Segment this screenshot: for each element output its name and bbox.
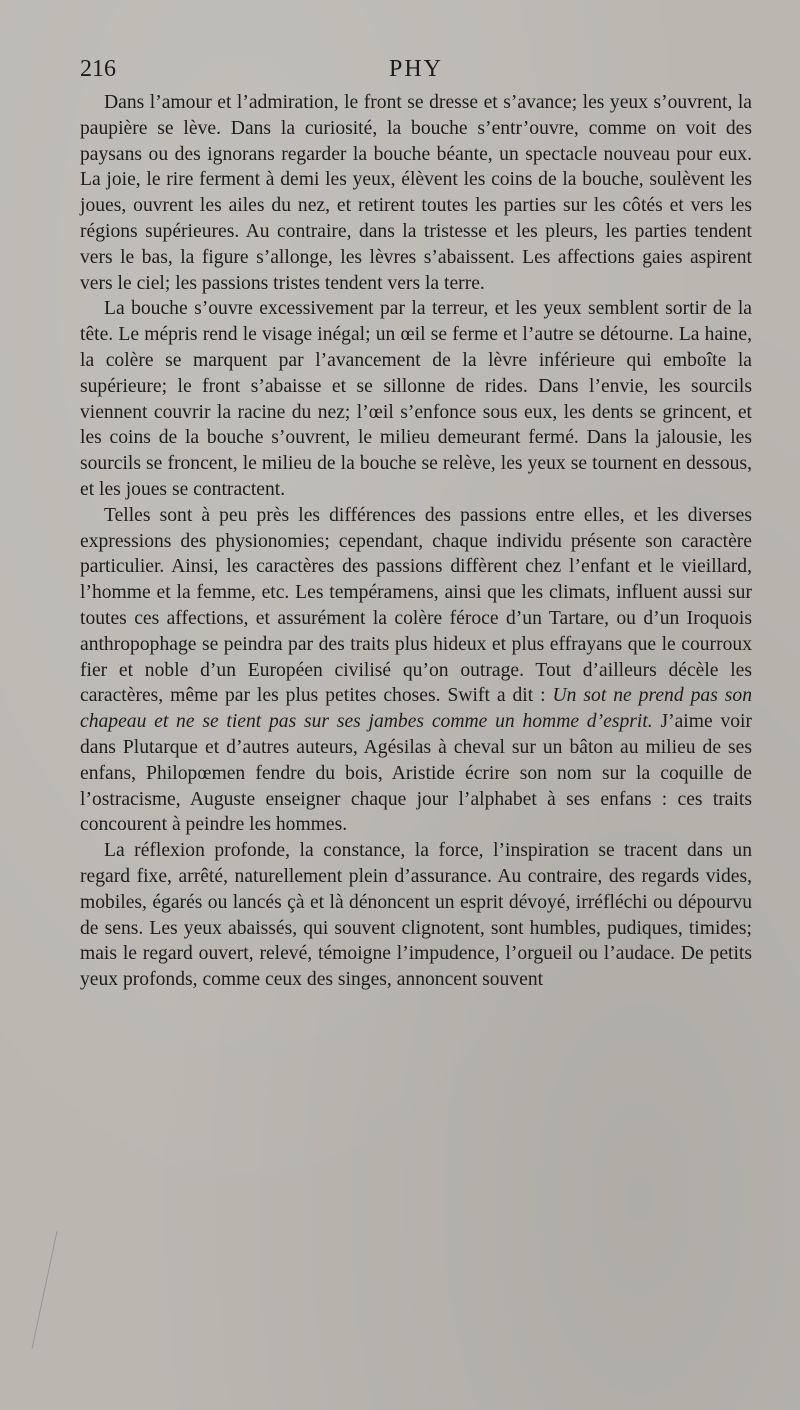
- paragraph-3: [80, 503, 752, 838]
- paragraph-3-text-after: J’aime voir dans Plutarque et d’autres auteurs, Agésilas à cheval sur un bâton au milieu de ses enfans, Philopœmen fendre du bois, Aristide écrire son nom sur la coquille de l’ostracisme, Auguste enseigner chaque jour l’alphabet à ses enfans : ces traits concourent à peindre les hommes.: [80, 711, 753, 836]
- page-number: 216: [80, 56, 116, 82]
- swift-quotation: Un sot ne prend pas son chapeau et ne se tient pas sur ses jambes comme un homme d’esprit.: [80, 685, 752, 733]
- paper-scratch-mark: [32, 1231, 58, 1349]
- paragraph-4: La réflexion profonde, la constance, la force, l’inspiration se tracent dans un regard fixe, arrêté, naturellement plein d’assurance. Au contraire, des regards vides, mobiles, égarés ou lancés çà et là dénoncent un esprit dévoyé, irréfléchi ou dépourvu de sens. Les yeux abaissés, qui souvent clignotent, sont humbles, pudiques, timides; mais le regard ouvert, relevé, témoigne l’impudence, l’orgueil ou l’audace. De petits yeux profonds, comme ceux des singes, annoncent souvent: [80, 840, 752, 991]
- running-head: PHY: [388, 56, 443, 82]
- page-header: [80, 56, 752, 90]
- paragraph-2: La bouche s’ouvre excessivement par la terreur, et les yeux semblent sortir de la tête. Le mépris rend le visage inégal; un œil se ferme et l’autre se détourne. La haine, la colère se marquent par l’avancement de la lèvre inférieure qui emboîte la supérieure; le front s’abaisse et se sillonne de rides. Dans l’envie, les sourcils viennent couvrir la racine du nez; l’œil s’enfonce sous eux, les dents se grincent, et les coins de la bouche s’ouvrent, le milieu demeurant fermé. Dans la jalousie, les sourcils se froncent, le milieu de la bouche se relève, les yeux se tournent en dessous, et les joues se contractent.: [80, 298, 752, 500]
- paragraph-3-text-before: Telles sont à peu près les différences des passions entre elles, et les diverses expressions des physionomies; cependant, chaque individu présente son caractère particulier. Ainsi, les caractères des passions diffèrent chez l’enfant et le vieillard, l’homme et la femme, etc. Les tempéramens, ainsi que les climats, influent aussi sur toutes ces affections, et assurément la colère féroce d’un Tartare, ou d’un Iroquois anthropophage se peindra par des traits plus hideux et plus effrayans que le courroux fier et noble d’un Européen civilisé qu’on outrage. Tout d’ailleurs décèle les caractères, même par les plus petites choses. Swift a dit :: [80, 504, 752, 707]
- paragraph-1: Dans l’amour et l’admiration, le front se dresse et s’avance; les yeux s’ouvrent, la paupière se lève. Dans la curiosité, la bouche s’entr’ouvre, comme on voit des paysans ou des ignorans regarder la bouche béante, un spectacle nouveau pour eux. La joie, le rire ferment à demi les yeux, élèvent les coins de la bouche, soulèvent les joues, ouvrent les ailes du nez, et retirent toutes les parties sur les côtés et vers les régions supérieures. Au contraire, dans la tristesse et les pleurs, les parties tendent vers le bas, la figure s’allonge, les lèvres s’abaissent. Les affections gaies aspirent vers le ciel; les passions tristes tendent vers la terre.: [80, 92, 752, 294]
- body-text: [80, 90, 752, 993]
